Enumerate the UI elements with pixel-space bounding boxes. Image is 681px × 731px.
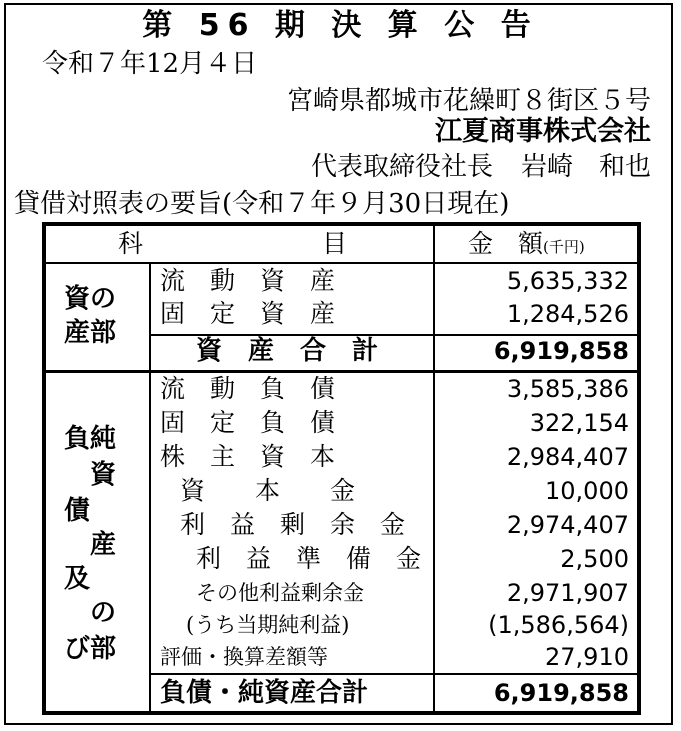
- liab-section-label-5: 及: [64, 564, 117, 594]
- row-value-capital-stock: 10,000: [545, 477, 629, 505]
- row-label-other-retained-earnings: その他利益剰余金: [196, 581, 364, 605]
- row-label-fixed-assets: 固 定 資 産: [160, 299, 336, 328]
- row-label-valuation-adjustments: 評価・換算差額等: [160, 645, 328, 669]
- liab-section-label-2: 資: [64, 460, 117, 490]
- header-amount-label: 金 額: [468, 229, 544, 258]
- row-value-legal-reserve: 2,500: [560, 545, 629, 573]
- notice-title: 第 56 期 決 算 公 告: [142, 8, 539, 43]
- row-value-fixed-assets: 1,284,526: [506, 300, 629, 328]
- row-label-legal-reserve: 利 益 準 備 金: [196, 544, 422, 573]
- representative: [311, 152, 651, 182]
- row-value-current-liabilities: 3,585,386: [506, 375, 629, 403]
- row-label-current-assets: 流 動 資 産: [160, 266, 336, 295]
- row-label-total-assets: 資 産 合 計: [196, 336, 379, 366]
- row-label-shareholders-equity: 株 主 資 本: [160, 442, 336, 471]
- header-amount: [468, 229, 585, 262]
- row-label-capital-stock: 資 本 金: [180, 476, 356, 505]
- header-divider: [46, 262, 637, 264]
- row-value-shareholders-equity: 2,984,407: [506, 443, 629, 471]
- grand-total-divider: [149, 673, 637, 675]
- company-address: 宮崎県都城市花繰町８街区５号: [286, 86, 651, 116]
- section-divider: [46, 370, 637, 373]
- balance-sheet-table: [42, 222, 641, 715]
- liab-section-label-7: び部: [64, 634, 117, 664]
- header-item-2: 目: [322, 229, 348, 258]
- row-value-net-income: (1,586,564): [488, 611, 629, 639]
- row-value-valuation-adjustments: 27,910: [545, 643, 629, 671]
- section-column-divider: [149, 263, 151, 711]
- header-unit: (千円): [543, 238, 585, 256]
- header-item-1: 科: [118, 229, 144, 258]
- row-label-total-liabilities-equity: 負債・純資産合計: [160, 678, 369, 708]
- liab-section-label-6: の: [64, 598, 117, 628]
- notice-date: 令和７年12月４日: [42, 49, 258, 79]
- liab-section-label-3: 債: [64, 496, 117, 526]
- row-label-net-income: (うち当期純利益): [186, 613, 350, 637]
- company-name: 江夏商事株式会社: [435, 116, 651, 147]
- row-value-total-assets: 6,919,858: [493, 337, 629, 365]
- assets-section-label-1: 資の: [64, 284, 117, 314]
- row-value-retained-earnings: 2,974,407: [506, 511, 629, 539]
- row-value-other-retained-earnings: 2,971,907: [506, 579, 629, 607]
- liab-section-label-1: 負純: [64, 424, 117, 454]
- representative-title: 代表取締役社長: [310, 152, 493, 182]
- row-value-fixed-liabilities: 322,154: [529, 409, 629, 437]
- balance-sheet-title: 貸借対照表の要旨(令和７年９月30日現在): [14, 189, 510, 219]
- amount-column-divider: [433, 226, 435, 711]
- assets-section-label-2: 産部: [64, 318, 117, 348]
- row-value-total-liabilities-equity: 6,919,858: [493, 679, 629, 707]
- row-value-current-assets: 5,635,332: [506, 267, 629, 295]
- row-label-current-liabilities: 流 動 負 債: [160, 374, 336, 403]
- row-label-fixed-liabilities: 固 定 負 債: [160, 408, 336, 437]
- representative-name: 岩崎 和也: [520, 152, 651, 182]
- row-label-retained-earnings: 利 益 剰 余 金: [180, 510, 406, 539]
- liab-section-label-4: 産: [64, 530, 117, 560]
